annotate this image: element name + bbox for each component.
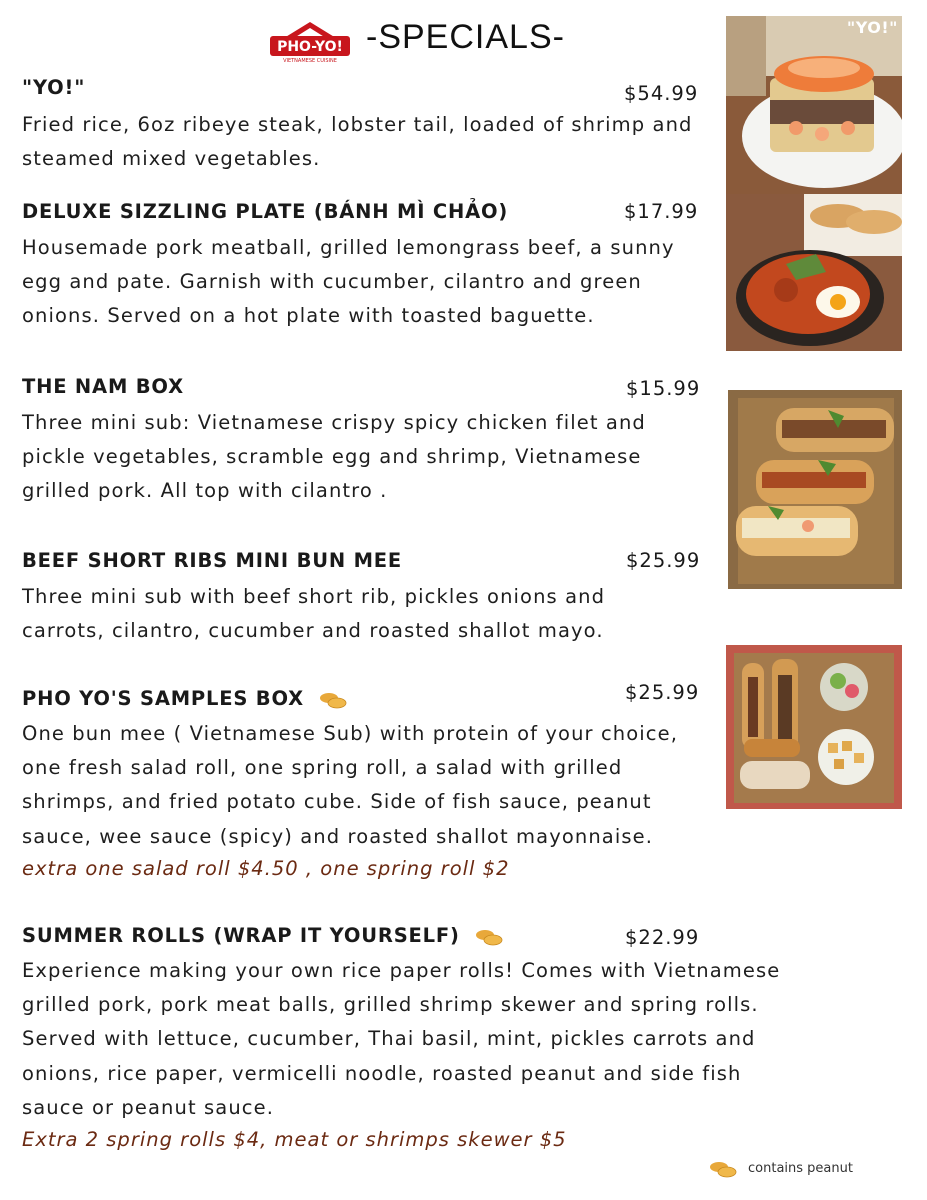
item-price-beef-short-ribs: $25.99 — [626, 549, 701, 572]
item-price-samples-box: $25.99 — [625, 681, 700, 704]
item-price-yo: $54.99 — [624, 82, 699, 105]
peanut-icon — [318, 691, 348, 709]
photo-nam-box — [728, 390, 902, 589]
peanut-icon — [474, 928, 504, 946]
peanut-legend-text: contains peanut — [748, 1161, 853, 1176]
svg-text:VIETNAMESE CUISINE: VIETNAMESE CUISINE — [283, 58, 337, 64]
item-description-nam-box: Three mini sub: Vietnamese crispy spicy chicken filet and pickle vegetables, scramble egg and shrimp, Vietnamese grilled pork. All top with cilantro . — [22, 411, 646, 503]
item-name-deluxe-sizzling-plate: DELUXE SIZZLING PLATE (BÁNH MÌ CHẢO) — [22, 200, 509, 223]
item-name-beef-short-ribs: BEEF SHORT RIBS MINI BUN MEE — [22, 549, 403, 572]
item-name-yo: "YO!" — [22, 76, 86, 99]
page-title: -SPECIALS- — [366, 18, 565, 56]
item-name-summer-rolls-label: SUMMER ROLLS (WRAP IT YOURSELF) — [22, 924, 460, 947]
item-description-beef-short-ribs: Three mini sub with beef short rib, pickles onions and carrots, cilantro, cucumber and roasted shallot mayo. — [22, 585, 606, 643]
item-name-samples-box-label: PHO YO'S SAMPLES BOX — [22, 687, 304, 710]
peanut-icon — [708, 1160, 738, 1178]
item-name-samples-box — [22, 687, 348, 710]
peanut-legend — [708, 1158, 853, 1178]
item-name-nam-box: THE NAM BOX — [22, 375, 184, 398]
item-description-samples-box: One bun mee ( Vietnamese Sub) with protein of your choice, one fresh salad roll, one spring roll, a salad with grilled shrimps, and fried potato cube. Side of fish sauce, peanut sauce, wee sauce (spicy) and roasted shallot mayonnaise. — [22, 722, 679, 848]
photo-yo-dish — [726, 16, 902, 194]
photo-sizzling-plate — [726, 194, 902, 351]
item-price-deluxe-sizzling-plate: $17.99 — [624, 200, 699, 223]
item-description-summer-rolls: Experience making your own rice paper rolls! Comes with Vietnamese grilled pork, pork meat balls, grilled shrimp skewer and spring rolls. Served with lettuce, cucumber, Thai basil, mint, pickles carrots and onions, rice paper, vermicelli noodle, roasted peanut and side fish sauce or peanut sauce. — [22, 959, 781, 1119]
item-extra-summer-rolls: Extra 2 spring rolls $4, meat or shrimps skewer $5 — [22, 1128, 567, 1151]
item-price-summer-rolls: $22.99 — [625, 926, 700, 949]
item-extra-samples-box: extra one salad roll $4.50 , one spring roll $2 — [22, 857, 510, 880]
pho-yo-logo — [268, 20, 352, 64]
item-description-deluxe-sizzling-plate: Housemade pork meatball, grilled lemongrass beef, a sunny egg and pate. Garnish with cucumber, cilantro and green onions. Served on a hot plate with toasted baguette. — [22, 236, 675, 328]
photo-samples-box — [726, 645, 902, 809]
photo-yo-label: "YO!" — [846, 18, 898, 37]
item-name-summer-rolls — [22, 924, 504, 947]
svg-text:PHO-YO!: PHO-YO! — [277, 39, 343, 55]
item-price-nam-box: $15.99 — [626, 377, 701, 400]
item-description-yo: Fried rice, 6oz ribeye steak, lobster tail, loaded of shrimp and steamed mixed vegetables. — [22, 113, 693, 171]
